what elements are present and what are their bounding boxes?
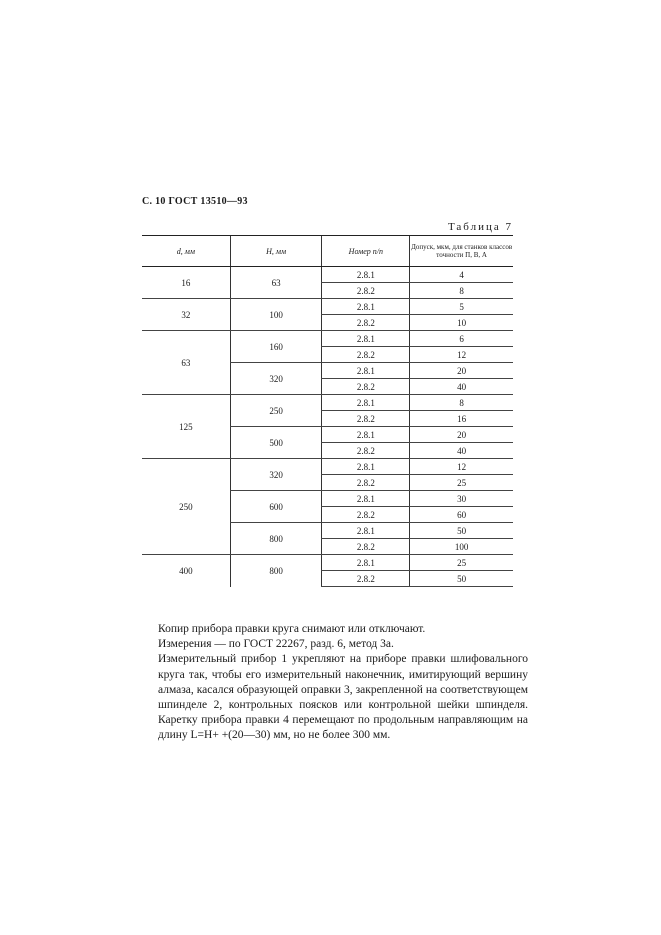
- cell-d: 16: [142, 267, 230, 299]
- header-number: Номер п/п: [322, 236, 410, 267]
- cell-number: 2.8.2: [322, 283, 410, 299]
- cell-h: 320: [230, 459, 322, 491]
- cell-h: 600: [230, 491, 322, 523]
- page-header: С. 10 ГОСТ 13510—93: [142, 196, 248, 207]
- table-row: [142, 459, 513, 475]
- paragraph-3: Измерительный прибор 1 укрепляют на приборе правки шлифовального круга так, чтобы его измерительный наконечник, имитирующий вершину алмаза, касался образующей оправки 3, закрепленной на соответствующем шпинделе 2, контрольных поясков или контрольной шейки шпинделя. Каретку прибора правки 4 перемещают по продольным направляющим на длину L=H+ +(20—30) мм, но не более 300 мм.: [158, 653, 528, 742]
- cell-tolerance: 10: [410, 315, 513, 331]
- cell-number: 2.8.1: [322, 363, 410, 379]
- cell-tolerance: 8: [410, 395, 513, 411]
- cell-tolerance: 16: [410, 411, 513, 427]
- table-row: [142, 267, 513, 283]
- cell-number: 2.8.1: [322, 555, 410, 571]
- cell-number: 2.8.2: [322, 507, 410, 523]
- cell-tolerance: 8: [410, 283, 513, 299]
- cell-d: 250: [142, 459, 230, 555]
- cell-number: 2.8.2: [322, 475, 410, 491]
- cell-d: 63: [142, 331, 230, 395]
- body-text: [158, 622, 528, 744]
- cell-number: 2.8.1: [322, 331, 410, 347]
- table-caption: Таблица 7: [447, 221, 513, 233]
- cell-number: 2.8.1: [322, 395, 410, 411]
- cell-h: 800: [230, 523, 322, 555]
- header-d: d, мм: [142, 236, 230, 267]
- cell-tolerance: 6: [410, 331, 513, 347]
- cell-tolerance: 40: [410, 379, 513, 395]
- cell-tolerance: 12: [410, 347, 513, 363]
- table-body: [142, 267, 513, 587]
- cell-number: 2.8.2: [322, 411, 410, 427]
- cell-number: 2.8.2: [322, 571, 410, 587]
- table-row: [142, 331, 513, 347]
- table-row: [142, 299, 513, 315]
- cell-number: 2.8.2: [322, 379, 410, 395]
- cell-tolerance: 25: [410, 475, 513, 491]
- cell-tolerance: 5: [410, 299, 513, 315]
- cell-number: 2.8.2: [322, 443, 410, 459]
- cell-tolerance: 50: [410, 523, 513, 539]
- cell-tolerance: 60: [410, 507, 513, 523]
- cell-number: 2.8.1: [322, 523, 410, 539]
- cell-h: 63: [230, 267, 322, 299]
- cell-tolerance: 30: [410, 491, 513, 507]
- cell-h: 800: [230, 555, 322, 587]
- cell-tolerance: 20: [410, 363, 513, 379]
- cell-number: 2.8.2: [322, 347, 410, 363]
- cell-h: 250: [230, 395, 322, 427]
- cell-d: 32: [142, 299, 230, 331]
- tolerance-table: [142, 235, 513, 587]
- cell-tolerance: 20: [410, 427, 513, 443]
- cell-number: 2.8.1: [322, 491, 410, 507]
- paragraph-2: Измерения — по ГОСТ 22267, разд. 6, метод 3а.: [158, 638, 394, 651]
- cell-h: 500: [230, 427, 322, 459]
- cell-number: 2.8.1: [322, 427, 410, 443]
- cell-h: 160: [230, 331, 322, 363]
- cell-number: 2.8.2: [322, 539, 410, 555]
- cell-tolerance: 12: [410, 459, 513, 475]
- cell-tolerance: 4: [410, 267, 513, 283]
- header-tolerance: Допуск, мкм, для станков классов точности П, В, А: [410, 236, 513, 267]
- cell-tolerance: 100: [410, 539, 513, 555]
- cell-number: 2.8.1: [322, 267, 410, 283]
- table-row: [142, 555, 513, 571]
- cell-number: 2.8.1: [322, 299, 410, 315]
- table-row: [142, 395, 513, 411]
- cell-d: 125: [142, 395, 230, 459]
- cell-h: 320: [230, 363, 322, 395]
- cell-d: 400: [179, 565, 193, 576]
- cell-number: 2.8.1: [322, 459, 410, 475]
- cell-number: 2.8.2: [322, 315, 410, 331]
- cell-tolerance: 50: [410, 571, 513, 587]
- cell-h: 100: [230, 299, 322, 331]
- header-h: H, мм: [230, 236, 322, 267]
- cell-tolerance: 25: [410, 555, 513, 571]
- paragraph-1: Копир прибора правки круга снимают или отключают.: [158, 623, 426, 635]
- cell-tolerance: 40: [410, 443, 513, 459]
